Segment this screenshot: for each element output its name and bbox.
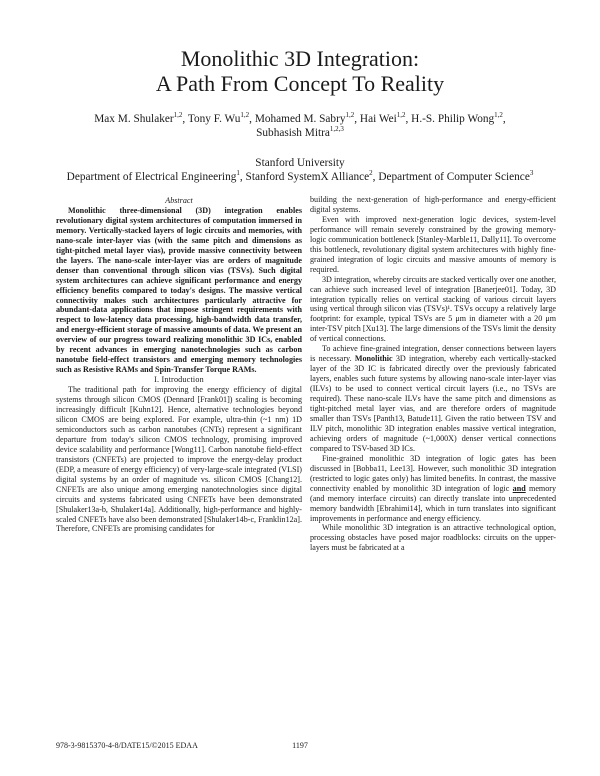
author-affil-sup: 1,2,3 <box>329 125 344 134</box>
author-sep: , <box>182 113 188 125</box>
body-paragraph: Even with improved next-generation logic devices, system-level performance will remain severely constrained by the growing memory-logic communication bottleneck [Stanley-Marble11, Dally11]. To overcome this bottleneck, revolutionary digital system architectures with highly fine-grained integration of logic circuits and massive amounts of memory is required. <box>310 214 556 274</box>
author: Max M. Shulaker <box>94 113 174 125</box>
department-sup: 3 <box>529 169 534 178</box>
body-paragraph <box>310 344 556 453</box>
title-line-1: Monolithic 3D Integration: <box>180 46 420 71</box>
author-affil-sup: 1,2 <box>494 111 503 120</box>
body-paragraph: While monolithic 3D integration is an attractive technological option, processing obstacles have posed major roadblocks: circuits on the upper-layers must be fabricated at a <box>310 523 556 553</box>
author-list <box>60 112 540 140</box>
author: H.-S. Philip Wong <box>411 113 495 125</box>
left-column <box>56 196 302 534</box>
text-run: Fine-grained monolithic 3D integration of logic gates has been discussed in [Bobba11, Lee13]. However, such monolithic 3D integration (restricted to logic gates only) has limited benefits. In contrast, the massive connectivity enabled by monolithic 3D integration of logic <box>310 453 556 493</box>
department-sep: , <box>239 171 246 183</box>
text-run: To achieve fine-grained integration, denser connections between layers is necessary. <box>310 344 556 364</box>
emphasis-and: and <box>512 483 526 493</box>
author-sep: , <box>354 113 360 125</box>
university: Stanford University <box>255 157 345 169</box>
author: Subhasish Mitra <box>256 127 330 139</box>
author: Mohamed M. Sabry <box>254 113 346 125</box>
author-affil-sup: 1,2 <box>345 111 355 120</box>
body-paragraph: building the next-generation of high-performance and energy-efficient digital systems. <box>310 195 556 214</box>
department: Department of Computer Science <box>378 171 530 183</box>
body-paragraph: 3D integration, whereby circuits are stacked vertically over one another, can achieve such increased level of integration [Banerjee01]. Today, 3D integration typically relies on vertical stacking of various circuit layers using vertical through silicon vias (TSVs)¹. TSVs occupy a relatively large footprint: for example, typical TSVs are 5 μm in diameter with a 20 μm inter-TSV pitch [Xu13]. The large dimensions of the TSVs limit the density of vertical connections. <box>310 274 556 344</box>
abstract-text: Monolithic three-dimensional (3D) integration enables revolutionary digital system architectures of computation immersed in memory. Vertically-stacked layers of logic circuits and memories, with nano-scale inter-layer vias (with the same pitch and dimensions as tight-pitched metal layer vias), provide massive connectivity between the layers. The nano-scale inter-layer vias are orders of magnitude denser than conventional through silicon vias (TSVs). Such digital system architectures can achieve significant performance and energy efficiency benefits compared to today's designs. The massive vertical connectivity makes such architectures particularly attractive for abundant-data applications that impose stringent requirements with respect to low-latency data processing, high-bandwidth data transfer, and energy-efficient storage of massive amounts of data. We present an overview of our progress toward realizing monolithic 3D ICs, enabled by recent advances in emerging nanotechnologies such as carbon nanotube field-effect transistors and emerging memory technologies such as Resistive RAMs and Spin-Transfer Torque RAMs. <box>56 205 302 375</box>
page-number: 1197 <box>292 741 308 750</box>
title-line-2: A Path From Concept To Reality <box>155 71 445 96</box>
department-sup: 2 <box>369 169 373 178</box>
department: Department of Electrical Engineering <box>66 171 237 183</box>
author: Hai Wei <box>359 113 397 125</box>
author-affil-sup: 1,2 <box>396 111 406 120</box>
body-paragraph <box>310 454 556 524</box>
right-column <box>310 195 556 553</box>
author: Tony F. Wu <box>187 113 241 125</box>
author-sep: , <box>502 113 506 125</box>
author-sep: , <box>249 113 255 125</box>
department-sep: , <box>372 171 379 183</box>
paper-title <box>0 46 600 96</box>
abstract-heading: Abstract <box>165 196 193 205</box>
emphasis-monolithic: Monolithic <box>354 354 393 364</box>
department-list <box>30 170 570 184</box>
department-sup: 1 <box>236 169 240 178</box>
section-heading: I. Introduction <box>154 375 204 385</box>
author-affil-sup: 1,2 <box>240 111 250 120</box>
department: Stanford SystemX Alliance <box>245 171 370 183</box>
intro-paragraph: The traditional path for improving the energy efficiency of digital systems through silicon CMOS (Dennard [Frank01]) scaling is becoming increasingly difficult [Kuhn12]. Hence, alternative technologies beyond silicon CMOS are being explored. For example, ultra-thin (~1 nm) 1D semiconductors such as carbon nanotubes (CNTs) represent a significant departure from today's silicon CMOS technology, promising improved device scalability and performance [Wong11]. Carbon nanotube field-effect transistors (CNFETs) are projected to improve the energy-delay product (EDP, a measure of energy efficiency) of very-large-scale integrated (VLSI) digital systems by an order of magnitude vs. silicon CMOS [Chang12]. CNFETs are also unique among emerging nanotechnologies since digital circuits and systems fabricated using CNFETs have been demonstrated [Shulaker13a-b, Shulaker14a]. Additionally, high-performance and highly-scaled CNFETs have also been demonstrated [Shulaker14b-c, Franklin12a]. Therefore, CNFETs are promising candidates for <box>56 385 302 534</box>
affiliations <box>30 156 570 184</box>
author-sep: , <box>405 113 412 125</box>
text-run: 3D integration, whereby each vertically-stacked layer of the 3D IC is fabricated directly over the previously fabricated layers, enables such future systems by allowing nano-scale inter-layer vias (ILVs) to be used to connect vertical circuit layers (i.e., no TSVs are required). These nano-scale ILVs have the same pitch and dimensions as tight-pitched metal layer vias, and are therefore orders of magnitude smaller than TSVs [Panth13, Batude11]. Given the ratio between TSV and ILV pitch, monolithic 3D integration enables massive vertical integration, achieving orders of magnitude (~1,000X) denser vertical connections compared to TSV-based 3D ICs. <box>310 354 557 453</box>
footer-isbn: 978-3-9815370-4-8/DATE15/©2015 EDAA <box>56 741 198 750</box>
text-run: memory (and memory interface circuits) can directly translate into unprecedented memory bandwidth [Ebrahimi14], which in turn translates into significant improvements in performance and energy efficiency. <box>310 483 556 523</box>
author-affil-sup: 1,2 <box>173 111 183 120</box>
